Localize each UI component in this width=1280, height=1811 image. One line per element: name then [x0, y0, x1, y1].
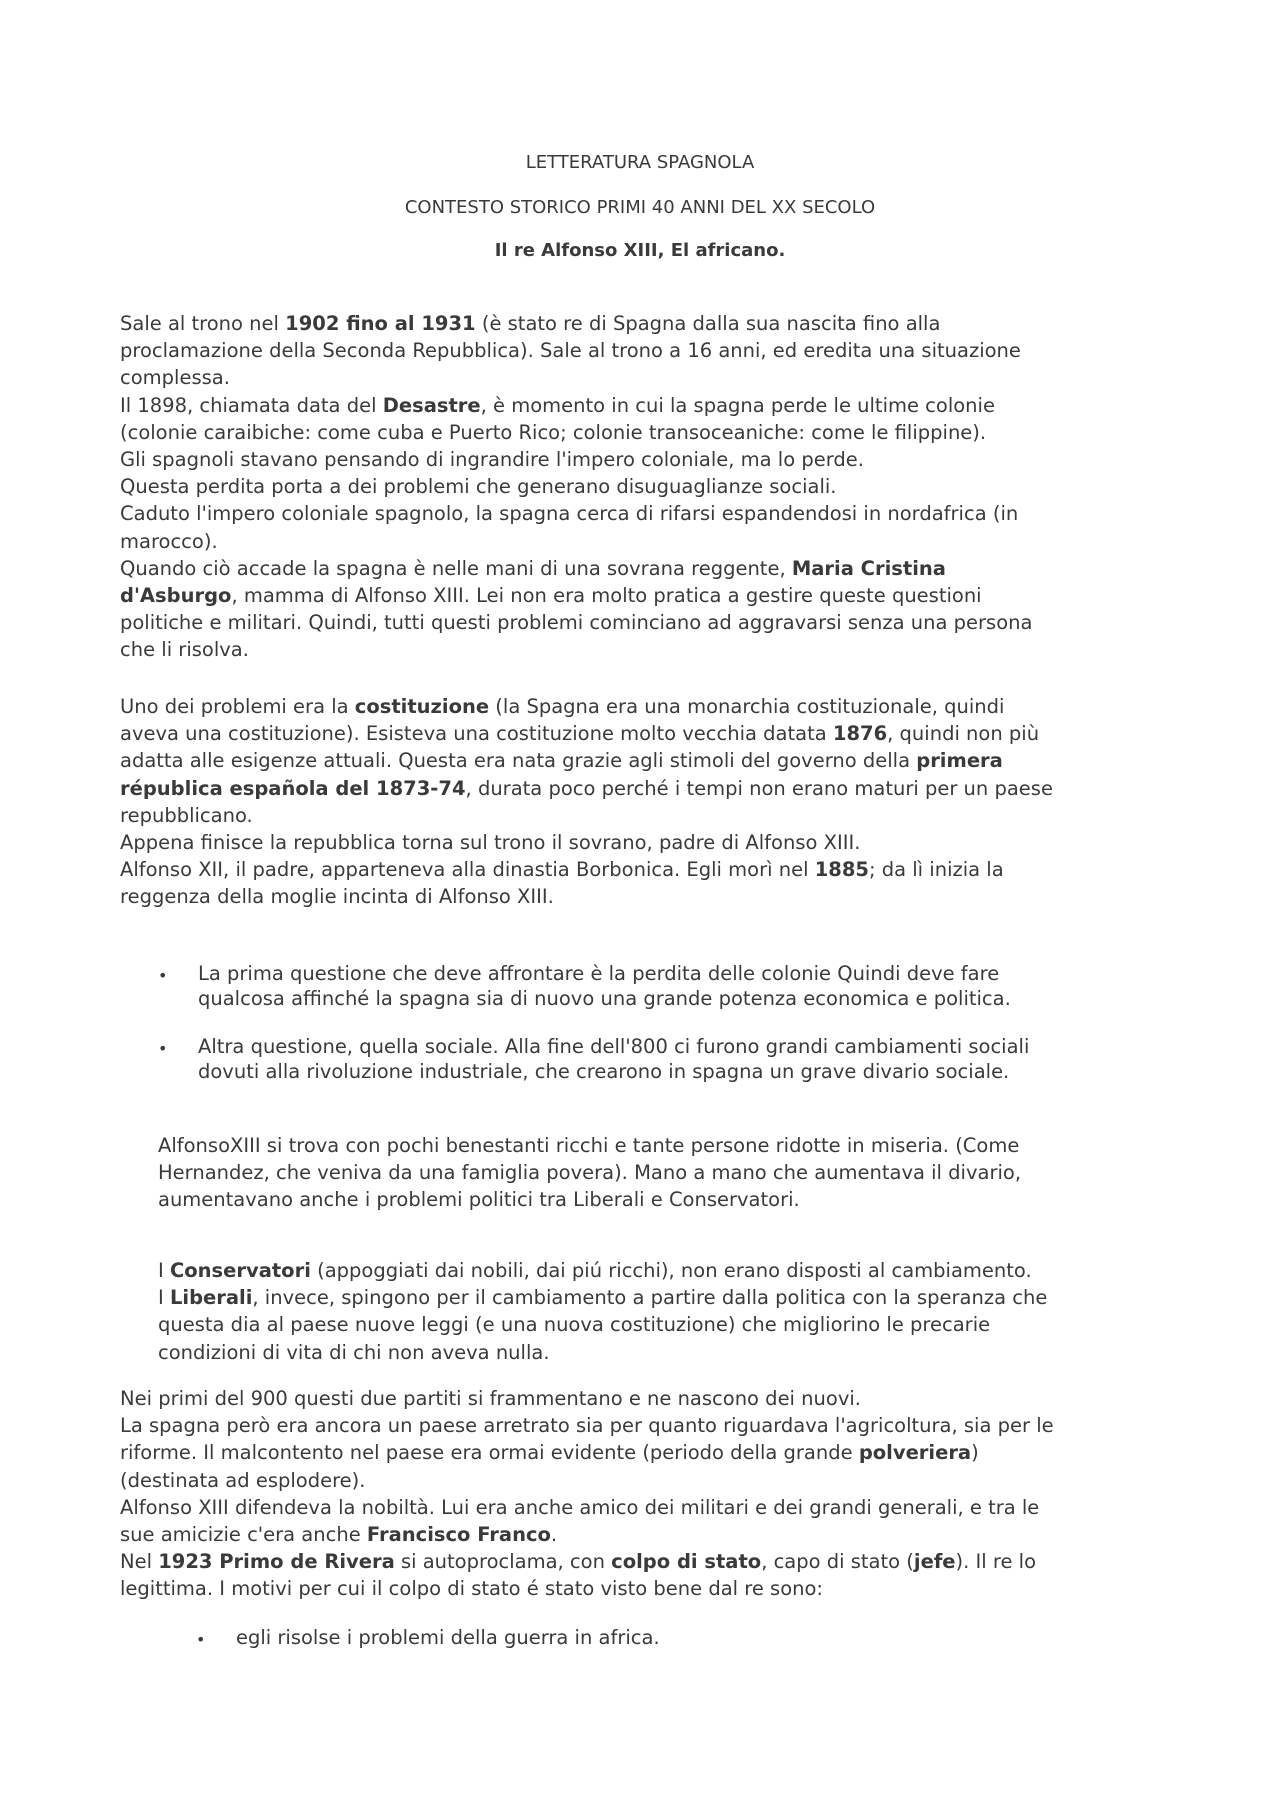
- text-line: [158, 1186, 1188, 1213]
- text-run: legittima. I motivi per cui il colpo di stato é stato visto bene dal re sono:: [120, 1577, 823, 1601]
- text-line: [158, 1339, 1188, 1366]
- text-run: Gli spagnoli stavano pensando di ingrandire l'impero coloniale, ma lo perde.: [120, 448, 864, 472]
- bold-text: 1876: [832, 722, 888, 746]
- paragraph-primo-de-rivera: [120, 1385, 1180, 1603]
- text-line: [120, 1575, 1180, 1602]
- bold-text: Francisco Franco: [366, 1523, 551, 1547]
- text-run: La prima questione che deve affrontare è la perdita delle colonie Quindi deve fare: [198, 962, 1000, 985]
- text-run: Alfonso XII, il padre, apparteneva alla dinastia Borbonica. Egli morì nel: [120, 858, 815, 882]
- text-line: [120, 392, 1180, 419]
- bold-text: Desastre: [382, 393, 481, 417]
- document-title: LETTERATURA SPAGNOLA: [525, 152, 755, 173]
- text-run: condizioni di vita di chi non aveva nulla.: [158, 1340, 550, 1364]
- text-run: I: [158, 1286, 170, 1310]
- text-run: , durata poco perché i tempi non erano maturi per un paese: [465, 776, 1053, 800]
- text-run: , invece, spingono per il cambiamento a partire dalla politica con la speranza che: [252, 1286, 1048, 1310]
- text-run: Il 1898, chiamata data del: [120, 393, 383, 417]
- bullet-icon: •: [158, 1039, 168, 1058]
- text-line: [198, 1059, 1168, 1084]
- text-run: Uno dei problemi era la: [120, 695, 355, 718]
- bullet-icon: •: [196, 1630, 206, 1649]
- text-run: .: [550, 1523, 558, 1547]
- text-run: (appoggiati dai nobili, dai piú ricchi), non erano disposti al cambiamento.: [310, 1259, 1032, 1282]
- text-line: [120, 419, 1180, 446]
- text-run: sue amicizie c'era anche: [120, 1523, 367, 1547]
- text-run: ; da lì inizia la: [868, 858, 1004, 882]
- bold-text: colpo di stato: [611, 1550, 762, 1574]
- text-line: [120, 555, 1180, 582]
- text-line: [158, 1284, 1188, 1311]
- text-run: complessa.: [120, 366, 230, 390]
- text-line: [120, 337, 1180, 364]
- text-line: [158, 1311, 1188, 1338]
- text-line: [120, 1548, 1180, 1575]
- text-line: [198, 1034, 1168, 1059]
- document-subtitle: CONTESTO STORICO PRIMI 40 ANNI DEL XX SECOLO: [404, 197, 876, 218]
- text-run: ). Il re lo: [955, 1550, 1037, 1574]
- text-line: [120, 1494, 1180, 1521]
- text-run: proclamazione della Seconda Repubblica). Sale al trono a 16 anni, ed eredita una situazione: [120, 339, 1021, 363]
- text-line: [120, 528, 1180, 555]
- text-run: Questa perdita porta a dei problemi che generano disuguaglianze sociali.: [120, 475, 837, 499]
- text-line: [236, 1625, 1176, 1650]
- text-line: [120, 1439, 1180, 1466]
- text-line: [120, 582, 1180, 609]
- text-run: Altra questione, quella sociale. Alla fine dell'800 ci furono grandi cambiamenti sociali: [198, 1035, 1030, 1058]
- bold-text: 1902 fino al 1931: [285, 312, 476, 335]
- bold-text: Maria Cristina: [791, 556, 946, 580]
- text-line: [120, 747, 1180, 774]
- text-run: Alfonso XIII difendeva la nobiltà. Lui era anche amico dei militari e dei grandi generali, e tra le: [120, 1495, 1040, 1519]
- text-line: [120, 1412, 1180, 1439]
- text-line: [120, 1385, 1180, 1412]
- paragraph-partiti: [158, 1257, 1188, 1366]
- text-line: [120, 446, 1180, 473]
- text-run: politiche e militari. Quindi, tutti questi problemi cominciano ad aggravarsi senza una persona: [120, 611, 1033, 635]
- text-run: , mamma di Alfonso XIII. Lei non era molto pratica a gestire queste questioni: [231, 584, 982, 608]
- text-run: Caduto l'impero coloniale spagnolo, la spagna cerca di rifarsi espandendosi in nordafrica (in: [120, 502, 1019, 526]
- text-run: ): [971, 1441, 979, 1465]
- text-line: [120, 829, 1180, 856]
- text-line: [120, 609, 1180, 636]
- bold-text: d'Asburgo: [120, 584, 232, 608]
- text-run: si autoproclama, con: [394, 1550, 612, 1574]
- text-line: [120, 693, 1180, 720]
- text-run: La spagna però era ancora un paese arretrato sia per quanto riguardava l'agricoltura, sia per le: [120, 1414, 1054, 1438]
- text-line: [120, 1467, 1180, 1494]
- section-heading: Il re Alfonso XIII, El africano.: [494, 240, 786, 261]
- text-run: Sale al trono nel: [120, 312, 286, 335]
- text-line: [120, 364, 1180, 391]
- paragraph-alfonso-intro: [120, 310, 1180, 664]
- bold-text: costituzione: [354, 695, 490, 718]
- text-line: [120, 883, 1180, 910]
- bold-text: 1923 Primo de Rivera: [158, 1550, 395, 1574]
- text-run: (colonie caraibiche: come cuba e Puerto Rico; colonie transoceaniche: come le filippine).: [120, 420, 987, 444]
- paragraph-costituzione: [120, 693, 1180, 911]
- text-line: [120, 310, 1180, 337]
- text-line: [158, 1132, 1188, 1159]
- bold-text: Conservatori: [169, 1259, 311, 1282]
- bold-text: républica española del 1873-74: [120, 776, 466, 800]
- text-line: [120, 802, 1180, 829]
- text-run: aumentavano anche i problemi politici tra Liberali e Conservatori.: [158, 1188, 800, 1212]
- text-run: (la Spagna era una monarchia costituzionale, quindi: [489, 695, 1005, 718]
- text-line: [198, 986, 1168, 1011]
- text-line: [120, 856, 1180, 883]
- bold-text: 1885: [814, 858, 869, 882]
- text-run: Hernandez, che veniva da una famiglia povera). Mano a mano che aumentava il divario,: [158, 1161, 1022, 1185]
- paragraph-divario: [158, 1132, 1188, 1214]
- text-run: questa dia al paese nuove leggi (e una nuova costituzione) che migliorino le precarie: [158, 1313, 991, 1337]
- text-run: (destinata ad esplodere).: [120, 1468, 366, 1492]
- text-run: adatta alle esigenze attuali. Questa era nata grazie agli stimoli del governo della: [120, 749, 917, 773]
- text-run: dovuti alla rivoluzione industriale, che crearono in spagna un grave divario sociale.: [198, 1060, 1010, 1083]
- text-run: reggenza della moglie incinta di Alfonso XIII.: [120, 885, 554, 909]
- text-run: AlfonsoXIII si trova con pochi benestanti ricchi e tante persone ridotte in miseria. (Come: [158, 1134, 1020, 1157]
- text-run: Nel: [120, 1550, 159, 1574]
- text-line: [158, 1257, 1188, 1284]
- text-line: [158, 1159, 1188, 1186]
- bold-text: Liberali: [169, 1286, 253, 1310]
- text-line: [120, 775, 1180, 802]
- bold-text: polveriera: [858, 1441, 972, 1465]
- text-run: repubblicano.: [120, 803, 253, 827]
- text-run: , è momento in cui la spagna perde le ultime colonie: [480, 393, 995, 417]
- text-line: [198, 961, 1168, 986]
- text-run: Appena finisce la repubblica torna sul trono il sovrano, padre di Alfonso XIII.: [120, 831, 861, 855]
- text-run: I: [158, 1259, 170, 1282]
- text-run: , quindi non più: [887, 722, 1040, 746]
- text-run: (è stato re di Spagna dalla sua nascita fino alla: [475, 312, 941, 335]
- text-run: qualcosa affinché la spagna sia di nuovo una grande potenza economica e politica.: [198, 987, 1011, 1010]
- text-run: aveva una costituzione). Esisteva una costituzione molto vecchia datata: [120, 722, 833, 746]
- text-run: riforme. Il malcontento nel paese era ormai evidente (periodo della grande: [120, 1441, 859, 1465]
- text-line: [120, 720, 1180, 747]
- text-run: , capo di stato (: [761, 1550, 914, 1574]
- text-line: [120, 500, 1180, 527]
- text-line: [120, 473, 1180, 500]
- text-line: [120, 1521, 1180, 1548]
- bullet-icon: •: [158, 966, 168, 985]
- bold-text: primera: [916, 749, 1003, 773]
- text-run: Nei primi del 900 questi due partiti si frammentano e ne nascono dei nuovi.: [120, 1387, 861, 1410]
- text-run: Quando ciò accade la spagna è nelle mani di una sovrana reggente,: [120, 556, 792, 580]
- text-line: [120, 636, 1180, 663]
- bold-text: jefe: [913, 1550, 956, 1574]
- text-run: che li risolva.: [120, 638, 249, 662]
- text-run: egli risolse i problemi della guerra in africa.: [236, 1626, 660, 1649]
- text-run: marocco).: [120, 529, 218, 553]
